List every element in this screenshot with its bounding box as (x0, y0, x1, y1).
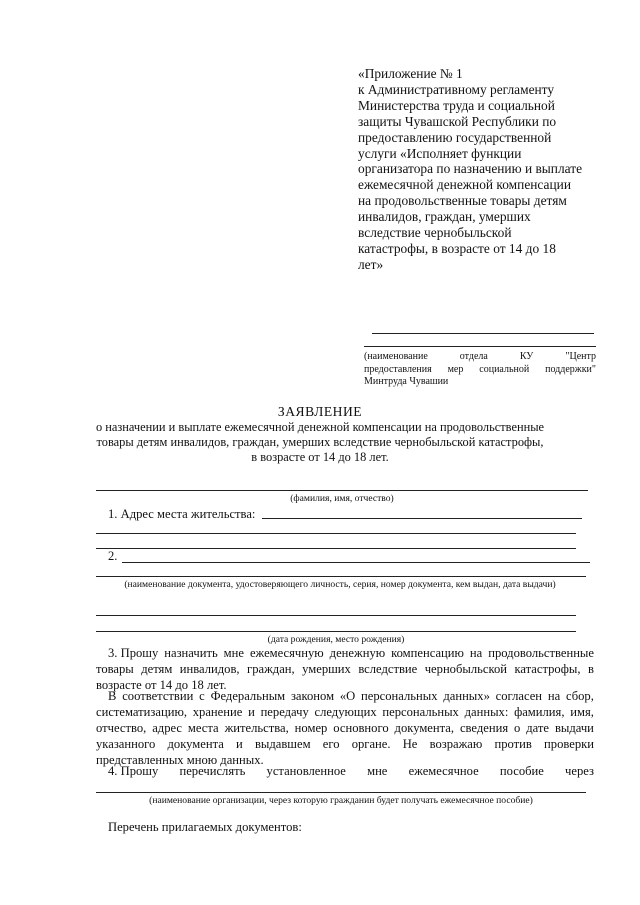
word: назначить (164, 646, 218, 660)
subtitle-line: товары детям инвалидов, граждан, умерших вследствие чернобыльской катастрофы, (96, 435, 544, 449)
word: продовольственные (488, 646, 594, 660)
dept-word: "Центр (565, 351, 596, 362)
dept-ministry: Минтруда Чувашии (364, 376, 449, 387)
attachments-label: Перечень прилагаемых документов: (108, 820, 302, 834)
word: сведения (459, 720, 509, 735)
consent-line-2 (96, 705, 594, 721)
word: дате (526, 720, 550, 735)
word: проверки (544, 736, 594, 751)
word: мне (223, 646, 244, 660)
consent-line-1 (108, 689, 594, 705)
word: адрес (152, 720, 182, 735)
organization-field[interactable] (96, 792, 586, 793)
word: систематизацию, (96, 705, 188, 719)
word: катастрофы, (514, 662, 581, 676)
word: денежную (329, 646, 386, 660)
appendix-line: на продовольственные товары детям (358, 193, 567, 209)
payment-paragraph (108, 764, 594, 780)
appendix-line: к Административному регламенту (358, 81, 555, 97)
word: фамилия, (514, 705, 565, 719)
word: отчество, (96, 720, 147, 735)
word: соответствии (122, 689, 194, 703)
consent-line-4 (96, 737, 594, 753)
appendix-line: ежемесячной денежной компенсации (358, 177, 571, 193)
word: о (514, 720, 521, 735)
word: имя, (570, 705, 594, 719)
identity-document-field-line-2[interactable] (96, 576, 586, 577)
word: данных» (443, 689, 490, 703)
word: Федеральным (210, 689, 286, 703)
word: места (187, 720, 219, 735)
dept-word: социальной (479, 363, 530, 375)
statement-title: ЗАЯВЛЕНИЕ (277, 404, 363, 419)
word: граждан, (247, 662, 295, 676)
appendix-line: лет» (358, 256, 384, 272)
statement-subtitle (60, 420, 580, 465)
appendix-line: инвалидов, граждан, умерших (358, 209, 531, 225)
consent-line-5: представленных мною данных. (96, 752, 264, 767)
consent-paragraph (108, 689, 594, 705)
word: на (469, 646, 483, 660)
birth-info-field-line-2[interactable] (96, 631, 576, 632)
payment-line (108, 764, 594, 780)
full-name-caption: (фамилия, имя, отчество) (290, 493, 394, 504)
word: сбор, (565, 689, 594, 703)
word: чернобыльской (424, 662, 507, 676)
word: Не (402, 736, 418, 751)
subtitle-line: о назначении и выплате ежемесячной денежной компенсации на продовольственные (95, 420, 545, 434)
dept-word: мер (447, 363, 464, 375)
word: инвалидов, (179, 662, 240, 676)
word: возражаю (429, 736, 483, 751)
appendix-header (358, 66, 598, 273)
word: законом (290, 689, 335, 703)
request-line-2 (96, 662, 594, 678)
word: компенсацию (391, 646, 464, 660)
department-caption (364, 351, 596, 389)
word: против (494, 736, 532, 751)
department-fill-line-1[interactable] (372, 333, 594, 334)
department-fill-line-2[interactable] (364, 346, 596, 347)
consent-paragraph-cont (96, 705, 594, 769)
identity-document-field[interactable] (122, 562, 590, 563)
appendix-line: организатора по назначению и выплате (358, 161, 583, 177)
organization-caption: (наименование организации, через которую гражданин будет получать ежемесячное пособие) (149, 795, 533, 806)
appendix-line: Министерства труда и социальной (358, 97, 555, 113)
appendix-line: предоставлению государственной (358, 129, 552, 145)
address-field[interactable] (262, 518, 582, 519)
word: в (587, 662, 594, 676)
word: умерших (302, 662, 351, 676)
word: данных: (464, 705, 509, 719)
word: документа, (394, 720, 455, 735)
word: выдавшем (254, 736, 311, 751)
word: хранение (192, 705, 243, 719)
dept-word: поддержки" (545, 363, 596, 375)
word: 4. Прошу (108, 764, 159, 778)
word: 3. Прошу (108, 646, 159, 660)
word: через (565, 764, 594, 778)
word: согласен (495, 689, 543, 703)
appendix-line: «Приложение № 1 (358, 66, 463, 81)
item2-label: 2. (108, 549, 118, 563)
word: товары (96, 662, 134, 676)
consent-line-3 (96, 721, 594, 737)
word: выдачи (554, 720, 594, 735)
word: его (322, 736, 340, 751)
word: пособие (499, 764, 544, 778)
request-line-3: возрасте от 14 до 18 лет. (96, 677, 227, 692)
subtitle-line: в возрасте от 14 до 18 лет. (251, 450, 389, 464)
dept-word: КУ (519, 351, 534, 362)
word: и (248, 705, 255, 719)
word: с (199, 689, 205, 703)
birth-info-caption: (дата рождения, место рождения) (267, 634, 405, 645)
dept-word: предоставления (364, 363, 432, 375)
word: детям (141, 662, 173, 676)
word: указанного (96, 736, 156, 751)
request-paragraph (108, 646, 594, 662)
appendix-line: катастрофы, в возрасте от 14 до 18 (358, 240, 556, 256)
address-label: 1. Адрес места жительства: (108, 507, 256, 521)
word: ежемесячную (249, 646, 324, 660)
word: документа (167, 736, 224, 751)
word: передачу (260, 705, 309, 719)
word: на (547, 689, 561, 703)
identity-document-caption: (наименование документа, удостоверяющего личность, серия, номер документа, кем выдан, дата выдачи) (124, 579, 556, 590)
address-field-line-2[interactable] (96, 533, 576, 534)
appendix-line: защиты Чувашской Республики по (358, 113, 557, 129)
dept-word: (наименование (364, 351, 428, 362)
appendix-line: вследствие чернобыльской (358, 225, 512, 241)
word: жительства, (224, 720, 289, 735)
appendix-line: услуги «Исполняет функции (358, 145, 522, 161)
word: перечислять (179, 764, 246, 778)
word: установленное (266, 764, 346, 778)
dept-word: отдела (459, 351, 488, 362)
word: следующих (314, 705, 377, 719)
word: персональных (382, 705, 459, 719)
word: В (108, 689, 117, 703)
word: номер (294, 720, 328, 735)
word: вследствие (358, 662, 418, 676)
word: персональных (361, 689, 438, 703)
word: основного (333, 720, 389, 735)
word: органе. (351, 736, 391, 751)
address-field-line-3[interactable] (96, 548, 576, 549)
word: мне (367, 764, 388, 778)
word: ежемесячное (408, 764, 479, 778)
request-line-1 (108, 646, 594, 662)
full-name-field[interactable] (96, 490, 588, 491)
word: «О (339, 689, 356, 703)
birth-info-field[interactable] (96, 615, 576, 616)
word: и (236, 736, 243, 751)
